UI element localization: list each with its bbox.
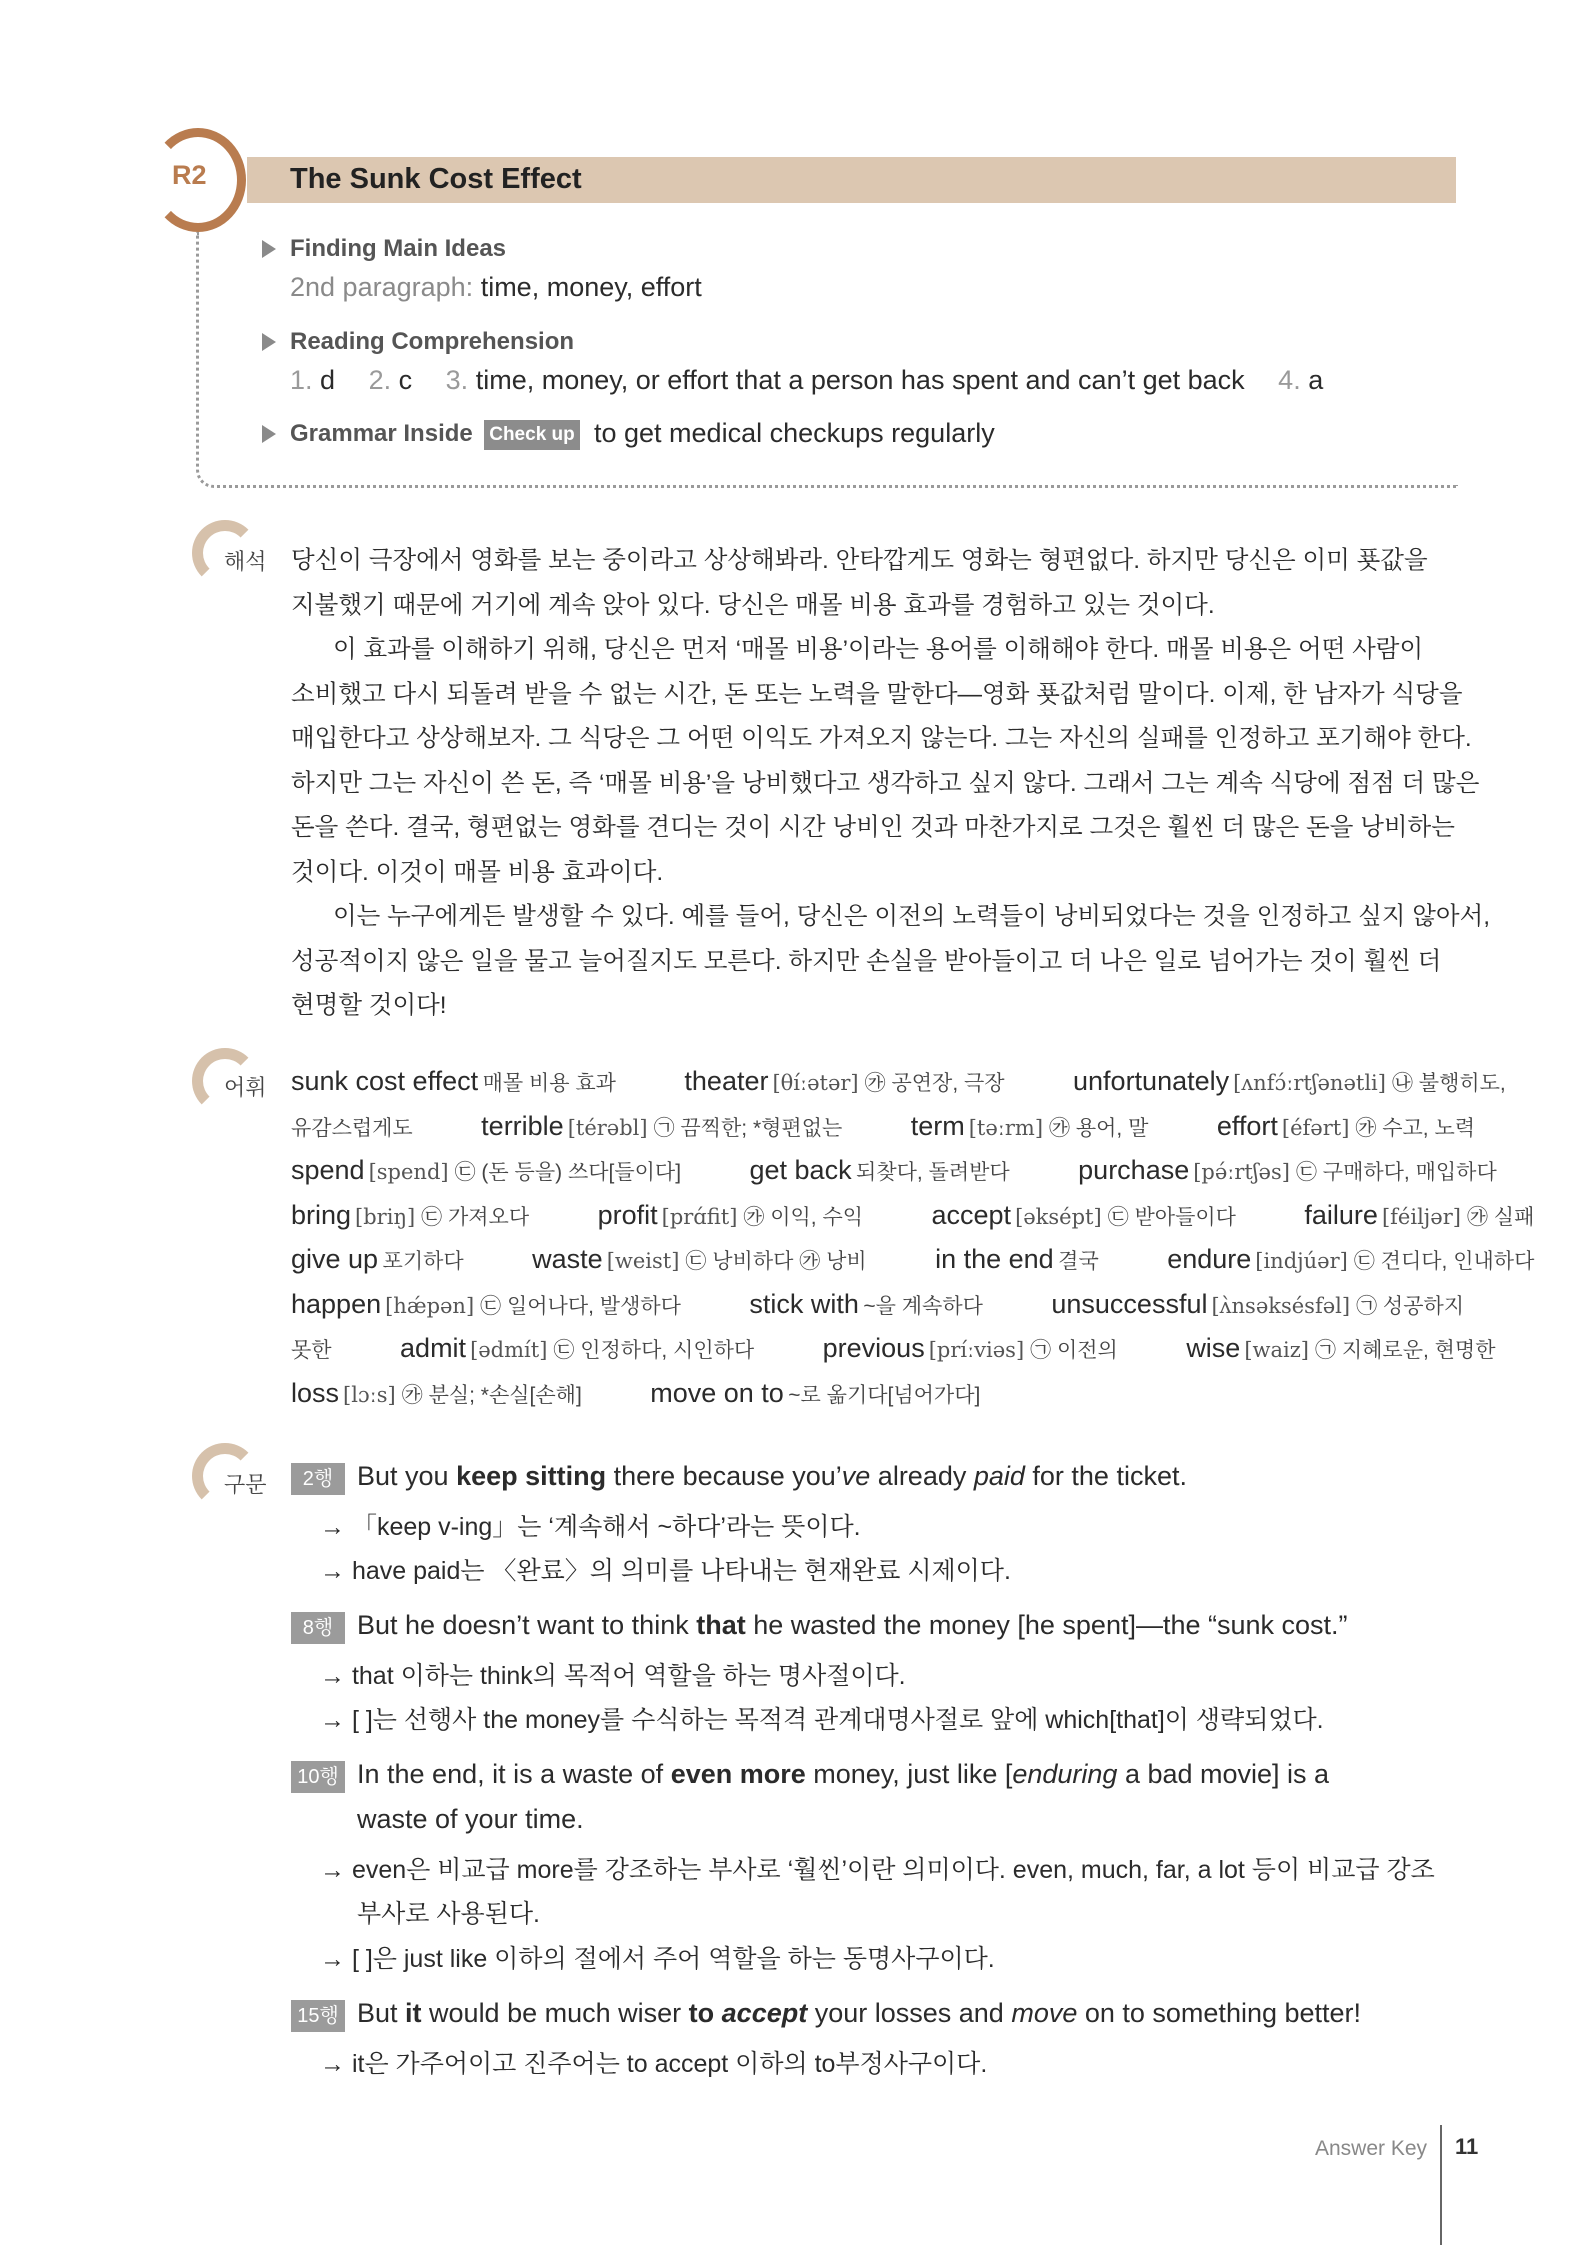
translation-line: 이는 누구에게든 발생할 수 있다. 예를 들어, 당신은 이전의 노력들이 낭비되었다는 것을 인정하고 싶지 않아서, [333,903,1491,930]
comprehension-label: Reading Comprehension [290,328,575,355]
vocab-entry: 유감스럽게도 [291,1117,413,1140]
answer-item: 4. a [1278,365,1324,395]
footer-divider [1440,2125,1442,2245]
translation-line: 것이다. 이것이 매몰 비용 효과이다. [291,859,664,886]
vocab-entry: theater [θíːətər] ㉮ 공연장, 극장 [684,1066,1005,1096]
syntax-sentence-cont: waste of your time. [357,1804,584,1834]
vocab-entry: term [təːrm] ㉮ 용어, 말 [910,1111,1149,1141]
vocab-entry: waste [weist] ㉢ 낭비하다 ㉮ 낭비 [532,1244,867,1274]
answer-item: 3. time, money, or effort that a person has spent and can’t get back [445,365,1245,395]
translation-line: 현명할 것이다! [291,992,447,1019]
main-ideas-label: Finding Main Ideas [290,235,507,262]
line-number-badge: 10행 [291,1761,345,1793]
vocab-entry: move on to ~로 옮기다[넘어가다] [650,1378,981,1408]
translation-line: 하지만 그는 자신이 쓴 돈, 즉 ‘매몰 비용’을 낭비했다고 생각하고 싶지 않다. 그래서 그는 계속 식당에 점점 더 많은 [291,770,1480,797]
paragraph-label: 2nd paragraph [290,272,466,302]
line-number-badge: 15행 [291,2000,345,2032]
vocab-entry: unfortunately [ʌnfɔ́ːrtʃənətli] ㉯ 불행히도, [1073,1066,1506,1096]
vocab-line [291,1289,1528,1320]
vocab-entry: stick with ~을 계속하다 [749,1289,983,1319]
vocab-entry: endure [indjúər] ㉢ 견디다, 인내하다 [1167,1244,1535,1274]
vocab-entry: wise [waiz] ㉠ 지혜로운, 현명한 [1186,1333,1496,1363]
comprehension-answers [290,365,1323,396]
vocab-entry: effort [éfərt] ㉮ 수고, 노력 [1216,1111,1476,1141]
answer-item: 2. c [368,365,413,395]
vocab-line [291,1066,1570,1097]
answer-box [196,232,1458,488]
main-ideas-text: time, money, effort [480,272,702,302]
vocab-entry: happen [hǽpən] ㉢ 일어나다, 발생하다 [291,1289,681,1319]
syntax-note: 부사로 사용된다. [357,1900,540,1928]
vocab-line [291,1111,1539,1142]
page-number: 11 [1455,2134,1479,2159]
section-badge: R2 [172,160,207,190]
vocab-line [291,1378,1044,1409]
vocab-entry: failure [féiljər] ㉮ 실패 [1304,1200,1535,1230]
grammar-label: Grammar Inside [290,420,473,447]
syntax-note: → have paid는 〈완료〉의 의미를 나타내는 현재완료 시제이다. [320,1557,1011,1585]
vocab-entry: unsuccessful [ʌ̀nsəksésfəl] ㉠ 성공하지 [1051,1289,1465,1319]
syntax-sentence: But he doesn’t want to think that he wasted the money [he spent]—the “sunk cost.” [357,1610,1348,1640]
vocab-entry: in the end 결국 [935,1244,1099,1274]
translation-line: 성공적이지 않은 일을 물고 늘어질지도 모른다. 하지만 손실을 받아들이고 더 나은 일로 넘어가는 것이 훨씬 더 [291,948,1442,975]
bullet-triangle-icon [262,333,276,351]
vocab-entry: purchase [pə́ːrtʃəs] ㉢ 구매하다, 매입하다 [1078,1155,1497,1185]
translation-line: 이 효과를 이해하기 위해, 당신은 먼저 ‘매몰 비용’이라는 용어를 이해해야 한다. 매몰 비용은 어떤 사람이 [333,636,1424,663]
syntax-sentence: But it would be much wiser to accept your losses and move on to something better! [357,1998,1362,2028]
vocab-entry: loss [lɔːs] ㉮ 분실; *손실[손해] [291,1378,582,1408]
translation-line: 당신이 극장에서 영화를 보는 중이라고 상상해봐라. 안타깝게도 영화는 형편없다. 하지만 당신은 이미 푯값을 [291,547,1428,574]
vocab-entry: bring [briŋ] ㉢ 가져오다 [291,1200,530,1230]
vocab-entry: terrible [térəbl] ㉠ 끔찍한; *형편없는 [481,1111,843,1141]
syntax-note: → it은 가주어이고 진주어는 to accept 이하의 to부정사구이다. [320,2050,988,2078]
vocab-line [291,1333,1560,1364]
translation-line: 매입한다고 상상해보자. 그 식당은 그 어떤 이익도 가져오지 않는다. 그는 자신의 실패를 인정하고 포기해야 한다. [291,725,1472,752]
syntax-sentence: In the end, it is a waste of even more money, just like [enduring a bad movie] is a [357,1759,1330,1789]
translation-label: 해석 [224,549,267,574]
vocab-entry: 못한 [291,1339,332,1362]
vocab-entry: get back 되찾다, 돌려받다 [749,1155,1010,1185]
translation-line: 돈을 쓴다. 결국, 형편없는 영화를 견디는 것이 시간 낭비인 것과 마찬가지로 그것은 훨씬 더 많은 돈을 낭비하는 [291,814,1455,841]
vocab-line [291,1200,1575,1231]
line-number-badge: 2행 [291,1463,345,1495]
grammar-answer: to get medical checkups regularly [594,418,995,448]
vocab-entry: spend [spend] ㉢ (돈 등을) 쓰다[들이다] [291,1155,682,1185]
translation-line: 소비했고 다시 되돌려 받을 수 없는 시간, 돈 또는 노력을 말한다—영화 푯값처럼 말이다. 이제, 한 남자가 식당을 [291,681,1463,708]
syntax-note: → even은 비교급 more를 강조하는 부사로 ‘훨씬’이란 의미이다. even, much, far, a lot 등이 비교급 강조 [320,1856,1435,1884]
vocab-entry: admit [ədmít] ㉢ 인정하다, 시인하다 [400,1333,755,1363]
syntax-note: → 「keep v-ing」는 ‘계속해서 ~하다’라는 뜻이다. [320,1513,861,1541]
line-number-badge: 8행 [291,1612,345,1644]
checkup-badge: Check up [484,420,580,450]
syntax-sentence: But you keep sitting there because you’ve already paid for the ticket. [357,1461,1187,1491]
bullet-triangle-icon [262,240,276,258]
bullet-triangle-icon [262,425,276,443]
translation-line: 지불했기 때문에 거기에 계속 앉아 있다. 당신은 매몰 비용 효과를 경험하고 있는 것이다. [291,592,1215,619]
vocabulary-label: 어휘 [224,1075,267,1100]
vocab-entry: profit [prɑ́fit] ㉮ 이익, 수익 [597,1200,864,1230]
vocab-entry: previous [príːviəs] ㉠ 이전의 [822,1333,1118,1363]
footer-label: Answer Key [1315,2137,1428,2160]
vocab-line [291,1244,1575,1275]
syntax-label: 구문 [224,1472,267,1497]
vocab-entry: sunk cost effect 매몰 비용 효과 [291,1066,616,1096]
main-ideas-answer: 2nd paragraph: time, money, effort [290,272,702,302]
vocab-entry: accept [əksépt] ㉢ 받아들이다 [931,1200,1236,1230]
syntax-note: → that 이하는 think의 목적어 역할을 하는 명사절이다. [320,1662,906,1690]
vocab-entry: give up 포기하다 [291,1244,464,1274]
syntax-note: → [ ]는 선행사 the money를 수식하는 목적격 관계대명사절로 앞에 which[that]이 생략되었다. [320,1706,1324,1734]
vocab-line [291,1155,1561,1186]
page-title: The Sunk Cost Effect [290,163,582,195]
answer-item: 1. d [290,365,336,395]
syntax-note: → [ ]은 just like 이하의 절에서 주어 역할을 하는 동명사구이다. [320,1945,995,1973]
